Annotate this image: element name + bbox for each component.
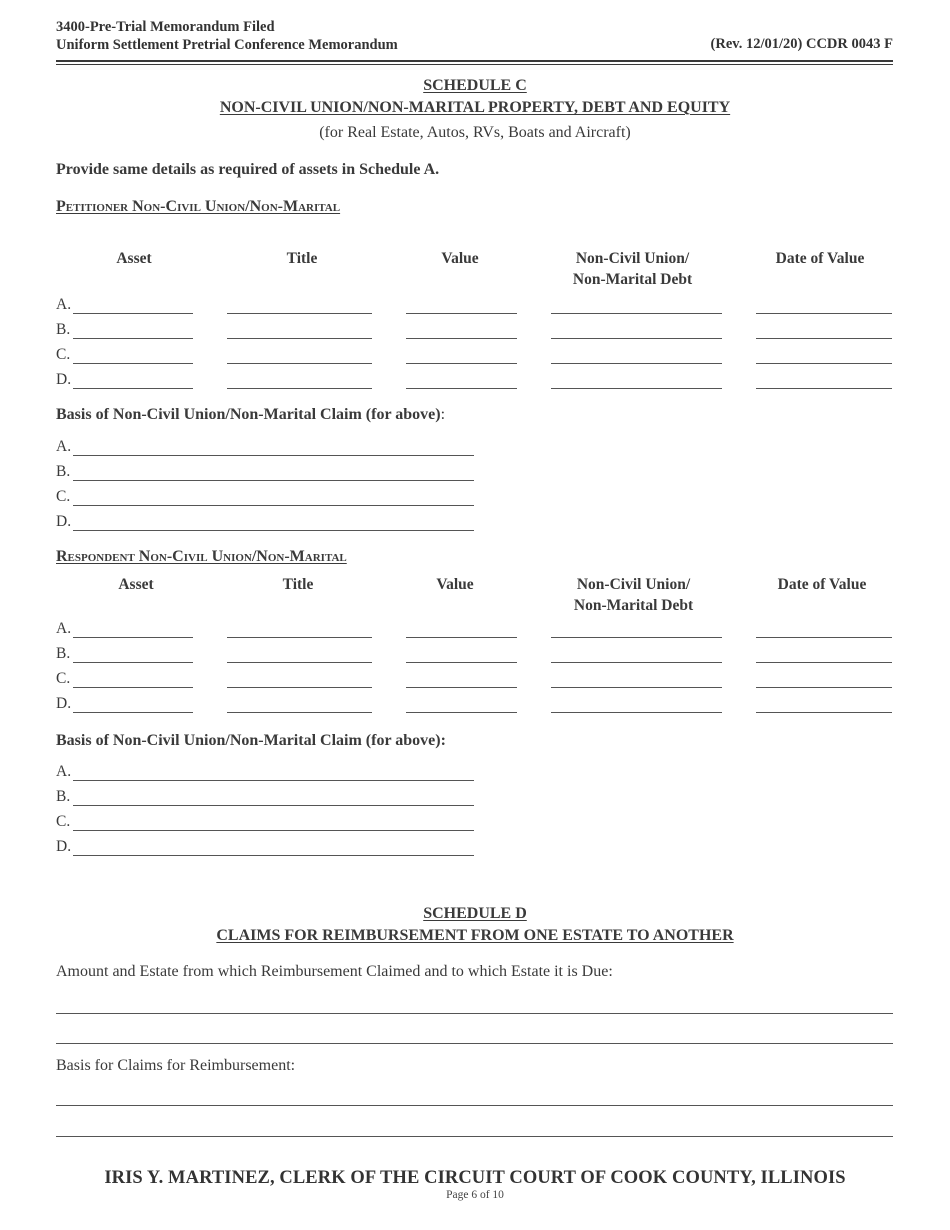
respondent-col-asset: Asset xyxy=(118,576,154,593)
petitioner-basis-b-field[interactable] xyxy=(73,480,474,481)
respondent-date-b-field[interactable] xyxy=(756,662,892,663)
petitioner-debt-a-field[interactable] xyxy=(551,313,722,314)
respondent-row-label: C. xyxy=(56,670,71,687)
petitioner-col-debt xyxy=(550,248,715,290)
respondent-asset-a-field[interactable] xyxy=(73,637,193,638)
respondent-asset-b-field[interactable] xyxy=(73,662,193,663)
respondent-title-c-field[interactable] xyxy=(227,687,372,688)
petitioner-row-label: C. xyxy=(56,346,71,363)
respondent-basis-row-label: B. xyxy=(56,788,71,805)
respondent-debt-d-field[interactable] xyxy=(551,712,722,713)
header-rule-thick xyxy=(56,60,893,62)
petitioner-date-a-field[interactable] xyxy=(756,313,892,314)
petitioner-asset-c-field[interactable] xyxy=(73,363,193,364)
petitioner-asset-b-field[interactable] xyxy=(73,338,193,339)
respondent-value-b-field[interactable] xyxy=(406,662,517,663)
form-title: Uniform Settlement Pretrial Conference Memorandum xyxy=(56,37,398,53)
respondent-row-label: B. xyxy=(56,645,71,662)
respondent-col-debt xyxy=(551,574,716,616)
petitioner-basis-colon: : xyxy=(440,406,446,423)
header-rule-thin xyxy=(56,64,893,65)
petitioner-basis-row-label: B. xyxy=(56,463,71,480)
petitioner-col-title: Title xyxy=(286,250,318,267)
respondent-basis-label: Basis of Non-Civil Union/Non-Marital Claim (for above): xyxy=(56,732,446,749)
petitioner-row-label: B. xyxy=(56,321,71,338)
respondent-debt-a-field[interactable] xyxy=(551,637,722,638)
respondent-col-debt-line2: Non-Marital Debt xyxy=(573,597,694,614)
respondent-value-d-field[interactable] xyxy=(406,712,517,713)
petitioner-basis-label xyxy=(56,406,445,424)
reimbursement-amount-line-1[interactable] xyxy=(56,1013,893,1014)
respondent-title-b-field[interactable] xyxy=(227,662,372,663)
respondent-col-date: Date of Value xyxy=(777,576,867,593)
respondent-title-d-field[interactable] xyxy=(227,712,372,713)
respondent-row-label: A. xyxy=(56,620,72,637)
petitioner-value-a-field[interactable] xyxy=(406,313,517,314)
respondent-debt-b-field[interactable] xyxy=(551,662,722,663)
schedule-d-title: SCHEDULE D xyxy=(423,905,527,922)
respondent-col-value: Value xyxy=(436,576,474,593)
respondent-asset-c-field[interactable] xyxy=(73,687,193,688)
respondent-basis-row-label: C. xyxy=(56,813,71,830)
petitioner-title-b-field[interactable] xyxy=(227,338,372,339)
reimbursement-amount-label: Amount and Estate from which Reimbursement Claimed and to which Estate it is Due: xyxy=(56,963,613,980)
schedule-c-instruction: Provide same details as required of assets in Schedule A. xyxy=(56,161,440,178)
respondent-row-label: D. xyxy=(56,695,72,712)
petitioner-value-c-field[interactable] xyxy=(406,363,517,364)
schedule-c-title: SCHEDULE C xyxy=(423,77,527,94)
respondent-col-title: Title xyxy=(282,576,314,593)
petitioner-value-d-field[interactable] xyxy=(406,388,517,389)
petitioner-basis-row-label: D. xyxy=(56,513,72,530)
petitioner-col-date: Date of Value xyxy=(775,250,865,267)
petitioner-col-debt-line1: Non-Civil Union/ xyxy=(575,250,690,267)
petitioner-col-value: Value xyxy=(441,250,479,267)
petitioner-row-label: A. xyxy=(56,296,72,313)
schedule-d-subtitle: CLAIMS FOR REIMBURSEMENT FROM ONE ESTATE TO ANOTHER xyxy=(216,927,734,944)
petitioner-basis-c-field[interactable] xyxy=(73,505,474,506)
petitioner-basis-row-label: A. xyxy=(56,438,72,455)
petitioner-title-c-field[interactable] xyxy=(227,363,372,364)
form-code: 3400-Pre-Trial Memorandum Filed xyxy=(56,19,275,35)
petitioner-date-b-field[interactable] xyxy=(756,338,892,339)
reimbursement-basis-label: Basis for Claims for Reimbursement: xyxy=(56,1057,296,1074)
petitioner-heading: Petitioner Non-Civil Union/Non-Marital xyxy=(56,198,341,215)
petitioner-col-debt-line2: Non-Marital Debt xyxy=(572,271,693,288)
reimbursement-basis-line-1[interactable] xyxy=(56,1105,893,1106)
respondent-value-a-field[interactable] xyxy=(406,637,517,638)
respondent-basis-c-field[interactable] xyxy=(73,830,474,831)
petitioner-asset-a-field[interactable] xyxy=(73,313,193,314)
petitioner-basis-d-field[interactable] xyxy=(73,530,474,531)
petitioner-date-c-field[interactable] xyxy=(756,363,892,364)
respondent-basis-a-field[interactable] xyxy=(73,780,474,781)
respondent-basis-b-field[interactable] xyxy=(73,805,474,806)
petitioner-debt-d-field[interactable] xyxy=(551,388,722,389)
respondent-heading: Respondent Non-Civil Union/Non-Marital xyxy=(56,548,347,565)
respondent-value-c-field[interactable] xyxy=(406,687,517,688)
respondent-date-d-field[interactable] xyxy=(756,712,892,713)
respondent-basis-row-label: A. xyxy=(56,763,72,780)
reimbursement-amount-line-2[interactable] xyxy=(56,1043,893,1044)
reimbursement-basis-line-2[interactable] xyxy=(56,1136,893,1137)
petitioner-date-d-field[interactable] xyxy=(756,388,892,389)
respondent-date-c-field[interactable] xyxy=(756,687,892,688)
petitioner-row-label: D. xyxy=(56,371,72,388)
petitioner-value-b-field[interactable] xyxy=(406,338,517,339)
petitioner-asset-d-field[interactable] xyxy=(73,388,193,389)
petitioner-basis-row-label: C. xyxy=(56,488,71,505)
petitioner-debt-c-field[interactable] xyxy=(551,363,722,364)
respondent-title-a-field[interactable] xyxy=(227,637,372,638)
respondent-asset-d-field[interactable] xyxy=(73,712,193,713)
petitioner-basis-a-field[interactable] xyxy=(73,455,474,456)
petitioner-col-asset: Asset xyxy=(116,250,152,267)
respondent-basis-d-field[interactable] xyxy=(73,855,474,856)
petitioner-title-a-field[interactable] xyxy=(227,313,372,314)
petitioner-basis-label-text: Basis of Non-Civil Union/Non-Marital Claim (for above) xyxy=(56,406,441,423)
respondent-basis-row-label: D. xyxy=(56,838,72,855)
schedule-c-note: (for Real Estate, Autos, RVs, Boats and Aircraft) xyxy=(319,124,631,141)
petitioner-debt-b-field[interactable] xyxy=(551,338,722,339)
schedule-c-subtitle: NON-CIVIL UNION/NON-MARITAL PROPERTY, DEBT AND EQUITY xyxy=(219,99,731,116)
respondent-col-debt-line1: Non-Civil Union/ xyxy=(576,576,691,593)
respondent-date-a-field[interactable] xyxy=(756,637,892,638)
petitioner-title-d-field[interactable] xyxy=(227,388,372,389)
revision-code: (Rev. 12/01/20) CCDR 0043 F xyxy=(710,36,893,52)
respondent-debt-c-field[interactable] xyxy=(551,687,722,688)
page-number: Page 6 of 10 xyxy=(446,1189,504,1201)
clerk-footer: IRIS Y. MARTINEZ, CLERK OF THE CIRCUIT COURT OF COOK COUNTY, ILLINOIS xyxy=(104,1168,846,1188)
